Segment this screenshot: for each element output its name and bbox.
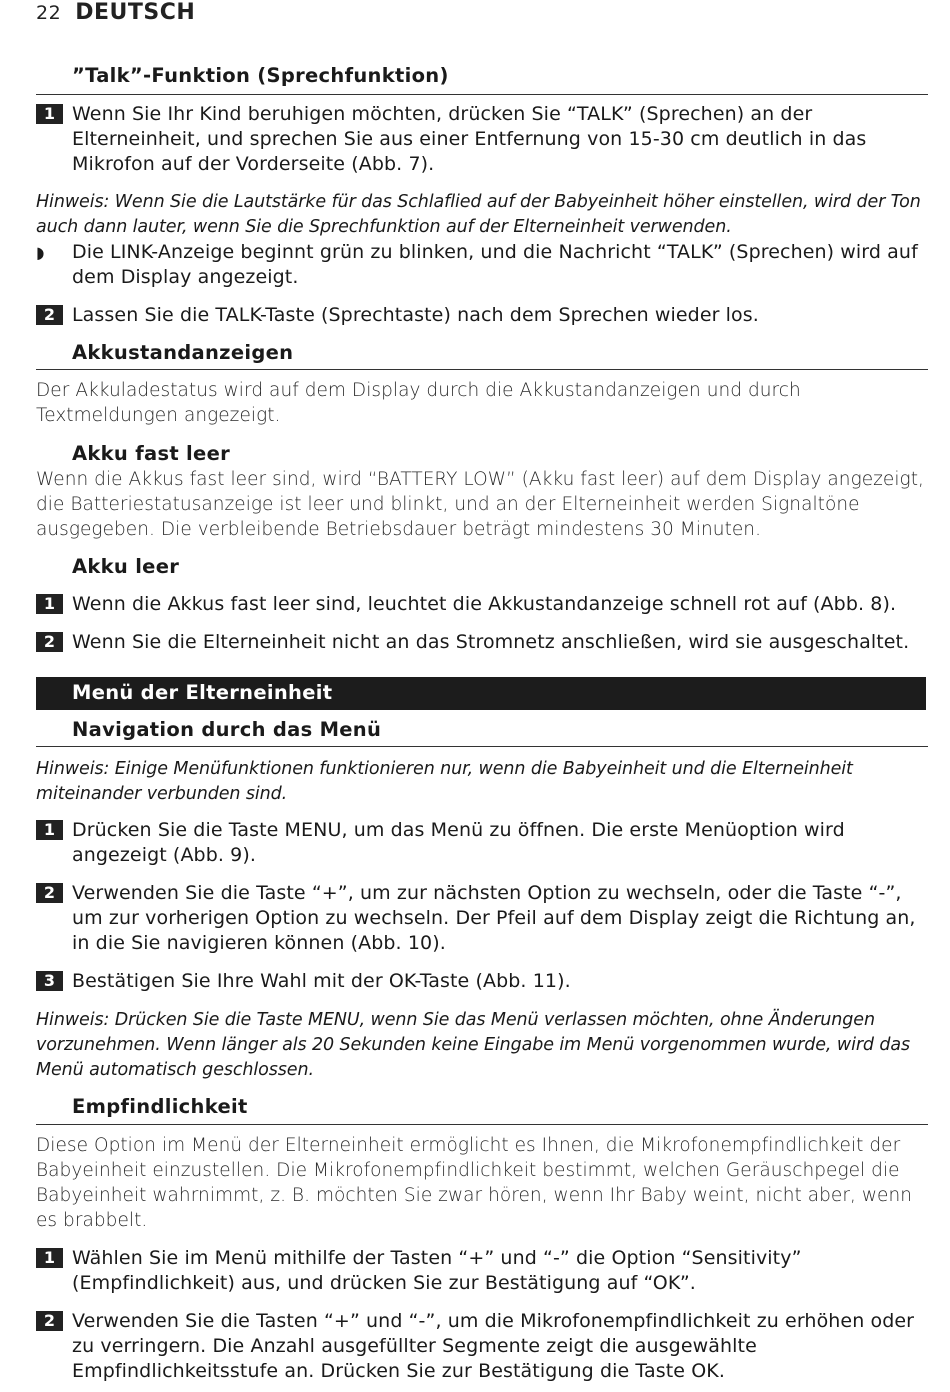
step-number-badge: 3 xyxy=(36,971,63,991)
bullet-text: Die LINK-Anzeige beginnt grün zu blinken, und die Nachricht “TALK” (Sprechen) wird auf dem Display angezeigt. xyxy=(72,241,918,288)
step-text: Wenn Sie die Elterneinheit nicht an das Stromnetz anschließen, wird sie ausgeschaltet. xyxy=(72,631,910,653)
menu-nav-heading: Navigation durch das Menü xyxy=(72,718,382,741)
step-number-badge: 2 xyxy=(36,305,63,325)
menu-section-bar xyxy=(36,677,926,710)
menu-nav-note: Hinweis: Einige Menüfunktionen funktionieren nur, wenn die Babyeinheit und die Elterneinheit miteinander verbunden sind. xyxy=(36,759,853,804)
talk-step-1 xyxy=(36,102,931,177)
section-rule xyxy=(36,1124,928,1125)
menu-section-title: Menü der Elterneinheit xyxy=(72,681,333,704)
talk-bullet xyxy=(36,240,931,290)
section-rule xyxy=(36,369,928,370)
step-number-badge: 1 xyxy=(36,104,63,124)
empf-step-1 xyxy=(36,1246,931,1296)
step-text: Lassen Sie die TALK-Taste (Sprechtaste) nach dem Sprechen wieder los. xyxy=(72,304,759,326)
step-number-badge: 1 xyxy=(36,594,63,614)
akku-fast-text: Wenn die Akkus fast leer sind, wird “BATTERY LOW” (Akku fast leer) auf dem Display angezeigt, die Batteriestatusanzeige ist leer und blinkt, und an der Elterneinheit werden Signaltöne ausgegeben. Die verbleibende Betriebsdauer beträgt mindestens 30 Minuten. xyxy=(36,469,924,540)
talk-heading: ”Talk”-Funktion (Sprechfunktion) xyxy=(72,64,449,87)
akku-leer-step-2 xyxy=(36,630,931,655)
menu-step-2 xyxy=(36,881,931,956)
empf-step-2 xyxy=(36,1309,931,1384)
step-text: Wählen Sie im Menü mithilfe der Tasten “+” und “-” die Option “Sensitivity” (Empfindlichkeit) aus, und drücken Sie zur Bestätigung auf “OK”. xyxy=(72,1247,802,1294)
step-text: Wenn die Akkus fast leer sind, leuchtet die Akkustandanzeige schnell rot auf (Abb. 8). xyxy=(72,593,897,615)
section-rule xyxy=(36,746,928,747)
section-rule xyxy=(36,94,928,95)
page-number: 22 xyxy=(36,2,62,24)
akku-leer-step-1 xyxy=(36,592,931,617)
step-text: Verwenden Sie die Taste “+”, um zur nächsten Option zu wechseln, oder die Taste “-”, um zur vorherigen Option zu wechseln. Der Pfeil auf dem Display zeigt die Richtung an, in die Sie navigieren können (Abb. 10). xyxy=(72,882,916,954)
step-number-badge: 2 xyxy=(36,632,63,652)
page-header xyxy=(36,0,195,25)
language-label: DEUTSCH xyxy=(75,0,196,25)
step-text: Bestätigen Sie Ihre Wahl mit der OK-Taste (Abb. 11). xyxy=(72,970,571,992)
menu-step-1 xyxy=(36,818,931,868)
step-text: Drücken Sie die Taste MENU, um das Menü zu öffnen. Die erste Menüoption wird angezeigt (Abb. 9). xyxy=(72,819,845,866)
akku-leer-heading: Akku leer xyxy=(72,555,180,578)
step-number-badge: 1 xyxy=(36,1248,63,1268)
empf-text: Diese Option im Menü der Elterneinheit ermöglicht es Ihnen, die Mikrofonempfindlichkeit der Babyeinheit einzustellen. Die Mikrofonempfindlichkeit bestimmt, welchen Geräuschpegel die Babyeinheit wahrnimmt, z. B. möchten Sie zwar hören, wenn Ihr Baby weint, nicht aber, wenn es brabbelt. xyxy=(36,1135,913,1231)
step-number-badge: 1 xyxy=(36,820,63,840)
step-number-badge: 2 xyxy=(36,1311,63,1331)
step-text: Wenn Sie Ihr Kind beruhigen möchten, drücken Sie “TALK” (Sprechen) an der Elterneinheit, und sprechen Sie aus einer Entfernung von 15-30 cm deutlich in das Mikrofon auf der Vorderseite (Abb. 7). xyxy=(72,103,867,175)
empf-heading: Empfindlichkeit xyxy=(72,1095,248,1118)
menu-step-3 xyxy=(36,969,931,994)
bullet-marker-icon: ◗ xyxy=(36,243,45,262)
talk-step-2 xyxy=(36,303,931,328)
talk-note: Hinweis: Wenn Sie die Lautstärke für das Schlaflied auf der Babyeinheit höher einstellen, wird der Ton auch dann lauter, wenn Sie die Sprechfunktion auf der Elterneinheit verwenden. xyxy=(36,192,921,237)
akku-fast-heading: Akku fast leer xyxy=(72,442,231,465)
akku-text: Der Akkuladestatus wird auf dem Display durch die Akkustandanzeigen und durch Textmeldungen angezeigt. xyxy=(36,380,801,426)
step-number-badge: 2 xyxy=(36,883,63,903)
akku-heading: Akkustandanzeigen xyxy=(72,341,294,364)
step-text: Verwenden Sie die Tasten “+” und “-”, um die Mikrofonempfindlichkeit zu erhöhen oder zu verringern. Die Anzahl ausgefüllter Segmente zeigt die ausgewählte Empfindlichkeitsstufe an. Drücken Sie zur Bestätigung die Taste OK. xyxy=(72,1310,915,1382)
menu-note: Hinweis: Drücken Sie die Taste MENU, wenn Sie das Menü verlassen möchten, ohne Änderungen vorzunehmen. Wenn länger als 20 Sekunden keine Eingabe im Menü vorgenommen wurde, wird das Menü automatisch geschlossen. xyxy=(36,1010,911,1080)
